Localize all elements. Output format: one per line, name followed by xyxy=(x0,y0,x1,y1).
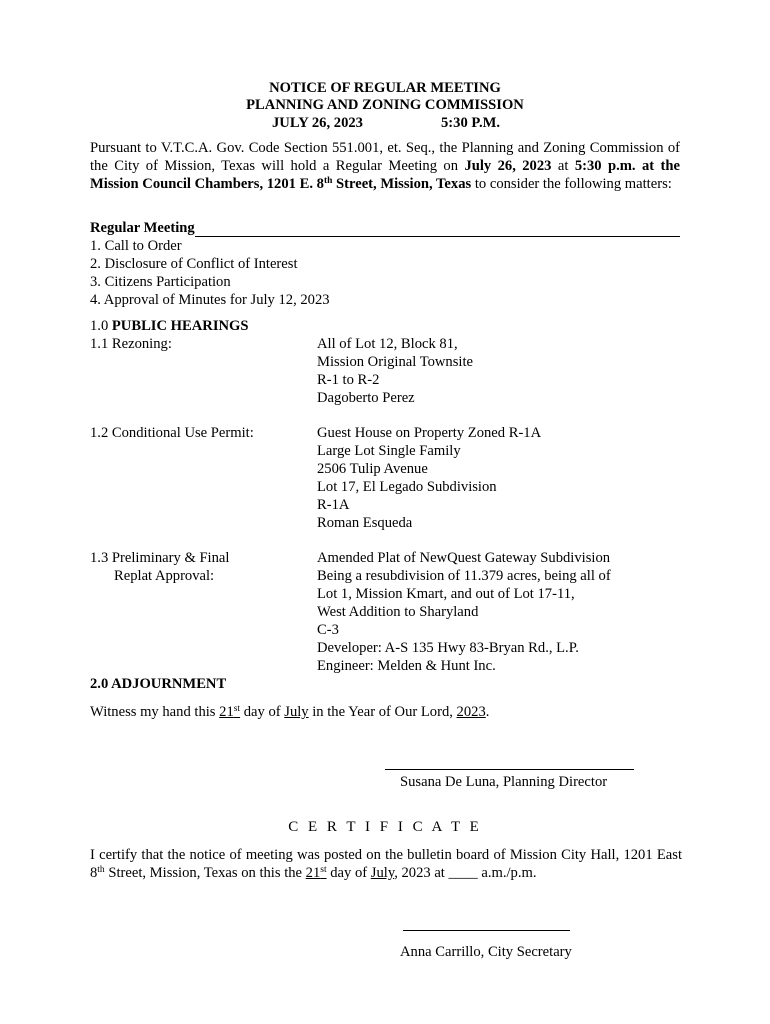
certificate-sup: th xyxy=(97,865,105,875)
intro-text-2: at xyxy=(551,158,575,174)
certificate-month: July xyxy=(370,865,395,881)
certificate-text: day of xyxy=(326,865,371,881)
city-secretary-signature: Anna Carrillo, City Secretary xyxy=(400,944,572,960)
public-hearings-number: 1.0 xyxy=(90,318,112,334)
hearing-detail: Developer: A-S 135 Hwy 83-Bryan Rd., L.P. xyxy=(317,640,579,656)
certificate-text: Street, Mission, Texas on this the xyxy=(104,865,306,881)
hearing-detail: West Addition to Sharyland xyxy=(317,604,479,620)
hearing-label: 1.3 Preliminary & Final xyxy=(90,550,230,566)
hearing-detail: Dagoberto Perez xyxy=(317,390,415,406)
hearing-label-continued: Replat Approval: xyxy=(114,568,215,584)
hearing-detail: Guest House on Property Zoned R-1A xyxy=(317,425,542,441)
hearing-detail: Lot 17, El Legado Subdivision xyxy=(317,479,497,495)
witness-month: July xyxy=(284,704,309,720)
agenda-item: 1. Call to Order xyxy=(90,238,182,254)
public-hearings-heading xyxy=(90,317,249,335)
commission-title: PLANNING AND ZONING COMMISSION xyxy=(246,97,524,113)
intro-date: July 26, 2023 xyxy=(464,158,552,174)
intro-location-2: Street, Mission, Texas xyxy=(332,176,472,192)
witness-day-number: 21 xyxy=(219,704,234,720)
hearing-detail: Being a resubdivision of 11.379 acres, being all of xyxy=(317,568,611,584)
hearing-label: 1.1 Rezoning: xyxy=(90,336,172,352)
hearing-detail: Engineer: Melden & Hunt Inc. xyxy=(317,658,496,674)
witness-line xyxy=(90,703,489,721)
hearing-detail: Lot 1, Mission Kmart, and out of Lot 17-11, xyxy=(317,586,575,602)
meeting-time: 5:30 P.M. xyxy=(441,115,501,131)
signature-line xyxy=(385,769,634,770)
signature-line xyxy=(403,930,570,931)
intro-text-3: to consider the following matters: xyxy=(471,176,672,192)
intro-text-1: Pursuant to V.T.C.A. Gov. Code Section 551.001, et. Seq., the Planning and Zoning Commission of the City of Mission, Texas will hold a Regular Meeting on xyxy=(90,140,680,174)
hearing-detail: R-1 to R-2 xyxy=(317,372,380,388)
agenda-item: 2. Disclosure of Conflict of Interest xyxy=(90,256,298,272)
hearing-detail: R-1A xyxy=(317,497,350,513)
public-hearings-title: PUBLIC HEARINGS xyxy=(111,318,249,334)
hearing-detail: C-3 xyxy=(317,622,339,638)
witness-text: day of xyxy=(240,704,285,720)
adjournment-heading: 2.0 ADJOURNMENT xyxy=(90,676,227,692)
certificate-day xyxy=(306,865,327,881)
witness-year: 2023 xyxy=(456,704,486,720)
regular-meeting-heading xyxy=(90,219,680,237)
witness-text: Witness my hand this xyxy=(90,704,220,720)
meeting-date: JULY 26, 2023 xyxy=(272,115,363,131)
agenda-item: 4. Approval of Minutes for July 12, 2023 xyxy=(90,292,330,308)
regular-meeting-heading-text: Regular Meeting xyxy=(90,220,195,236)
certificate-title: C E R T I F I C A T E xyxy=(288,819,482,835)
certificate-paragraph xyxy=(90,846,682,882)
intro-paragraph xyxy=(90,139,680,193)
witness-day-suffix: st xyxy=(233,704,241,714)
planning-director-signature: Susana De Luna, Planning Director xyxy=(400,774,608,790)
hearing-detail: 2506 Tulip Avenue xyxy=(317,461,428,477)
agenda-item: 3. Citizens Participation xyxy=(90,274,231,290)
intro-location-1: 5:30 p.m. at the Mission Council Chambers, 1201 E. 8 xyxy=(90,158,680,192)
certificate-day-suffix: st xyxy=(320,865,327,875)
certificate-text: , 2023 at ____ a.m./p.m. xyxy=(394,865,537,881)
intro-location-sup: th xyxy=(323,176,333,186)
witness-text: in the Year of Our Lord, xyxy=(308,704,457,720)
hearing-detail: Large Lot Single Family xyxy=(317,443,461,459)
certificate-text: I certify that the notice of meeting was posted on the bulletin board of Mission City Hall, 1201 East 8 xyxy=(90,847,682,881)
certificate-day-number: 21 xyxy=(305,865,321,881)
notice-title: NOTICE OF REGULAR MEETING xyxy=(269,80,501,96)
hearing-label: 1.2 Conditional Use Permit: xyxy=(90,425,254,441)
witness-day xyxy=(219,704,240,720)
hearing-detail: Amended Plat of NewQuest Gateway Subdivision xyxy=(317,550,611,566)
hearing-detail: All of Lot 12, Block 81, xyxy=(317,336,458,352)
hearing-detail: Mission Original Townsite xyxy=(317,354,473,370)
witness-text: . xyxy=(485,704,490,720)
hearing-detail: Roman Esqueda xyxy=(317,515,413,531)
